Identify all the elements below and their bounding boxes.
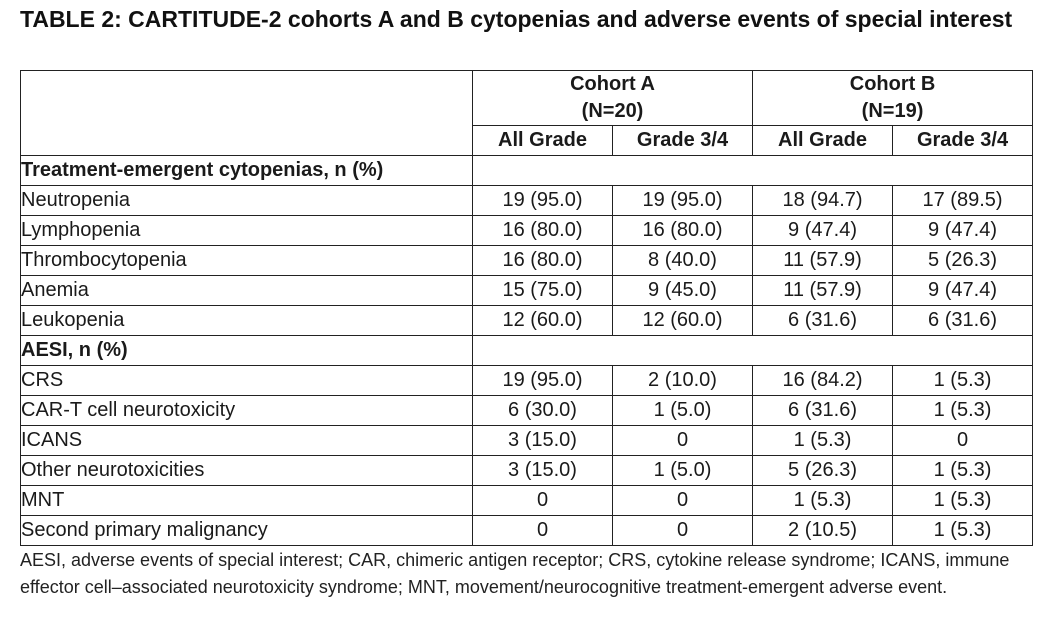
header-row-cohorts <box>21 71 1033 126</box>
grade-header: Grade 3/4 <box>893 126 1033 156</box>
row-label: MNT <box>21 486 473 516</box>
grade-header: All Grade <box>753 126 893 156</box>
row-label: Second primary malignancy <box>21 516 473 546</box>
section-header-row <box>21 156 1033 186</box>
section-label: Treatment-emergent cytopenias, n (%) <box>21 156 473 186</box>
row-label: Thrombocytopenia <box>21 246 473 276</box>
table-cell: 9 (45.0) <box>613 276 753 306</box>
table-cell: 2 (10.0) <box>613 366 753 396</box>
table-cell: 1 (5.3) <box>893 486 1033 516</box>
section-header-row <box>21 336 1033 366</box>
table-cell: 0 <box>613 516 753 546</box>
table-row <box>21 186 1033 216</box>
cohort-a-name: Cohort A <box>570 73 655 95</box>
table-cell: 19 (95.0) <box>473 186 613 216</box>
table-row <box>21 426 1033 456</box>
table-cell: 0 <box>473 486 613 516</box>
table-cell: 1 (5.3) <box>753 426 893 456</box>
grade-header: All Grade <box>473 126 613 156</box>
table-cell: 12 (60.0) <box>613 306 753 336</box>
table-row <box>21 366 1033 396</box>
table-cell: 0 <box>613 426 753 456</box>
section-blank <box>473 156 1033 186</box>
results-table <box>20 70 1033 546</box>
table-footnote: AESI, adverse events of special interest; CAR, chimeric antigen receptor; CRS, cytokine release syndrome; ICANS, immune effector cell–associated neurotoxicity syndrome; MNT, movement/neurocognitive treatment-emergent adverse event. <box>20 550 1010 597</box>
cohort-b-header <box>753 71 1033 126</box>
table-cell: 3 (15.0) <box>473 426 613 456</box>
section-blank <box>473 336 1033 366</box>
table-cell: 3 (15.0) <box>473 456 613 486</box>
table-cell: 0 <box>473 516 613 546</box>
table-row <box>21 486 1033 516</box>
table-cell: 0 <box>613 486 753 516</box>
row-label: Neutropenia <box>21 186 473 216</box>
cohort-b-name: Cohort B <box>849 73 936 95</box>
table-cell: 15 (75.0) <box>473 276 613 306</box>
table-cell: 0 <box>893 426 1033 456</box>
table-cell: 9 (47.4) <box>753 216 893 246</box>
table-cell: 12 (60.0) <box>473 306 613 336</box>
table-cell: 1 (5.3) <box>893 516 1033 546</box>
table-row <box>21 396 1033 426</box>
table-cell: 18 (94.7) <box>753 186 893 216</box>
row-label: Leukopenia <box>21 306 473 336</box>
table-cell: 9 (47.4) <box>893 216 1033 246</box>
table-row <box>21 246 1033 276</box>
row-label: Other neurotoxicities <box>21 456 473 486</box>
table-cell: 16 (80.0) <box>613 216 753 246</box>
table-row <box>21 306 1033 336</box>
table-cell: 1 (5.0) <box>613 456 753 486</box>
grade-header: Grade 3/4 <box>613 126 753 156</box>
table-cell: 1 (5.3) <box>893 366 1033 396</box>
table-cell: 5 (26.3) <box>753 456 893 486</box>
cohort-b-n: (N=19) <box>861 100 924 122</box>
table-cell: 16 (84.2) <box>753 366 893 396</box>
table-cell: 6 (31.6) <box>753 396 893 426</box>
table-cell: 16 (80.0) <box>473 246 613 276</box>
table-row <box>21 516 1033 546</box>
table-cell: 6 (30.0) <box>473 396 613 426</box>
table-cell: 1 (5.3) <box>893 396 1033 426</box>
table-cell: 6 (31.6) <box>893 306 1033 336</box>
section-label: AESI, n (%) <box>21 336 473 366</box>
table-cell: 1 (5.0) <box>613 396 753 426</box>
table-title: TABLE 2: CARTITUDE-2 cohorts A and B cytopenias and adverse events of special interest <box>20 6 1013 32</box>
table-cell: 19 (95.0) <box>473 366 613 396</box>
table-cell: 1 (5.3) <box>753 486 893 516</box>
row-label: Anemia <box>21 276 473 306</box>
table-cell: 1 (5.3) <box>893 456 1033 486</box>
table-row <box>21 276 1033 306</box>
table-cell: 2 (10.5) <box>753 516 893 546</box>
header-blank-cell <box>21 71 473 156</box>
row-label: ICANS <box>21 426 473 456</box>
table-cell: 8 (40.0) <box>613 246 753 276</box>
table-cell: 5 (26.3) <box>893 246 1033 276</box>
table-cell: 11 (57.9) <box>753 276 893 306</box>
table-row <box>21 216 1033 246</box>
table-cell: 16 (80.0) <box>473 216 613 246</box>
table-cell: 19 (95.0) <box>613 186 753 216</box>
cohort-a-header <box>473 71 753 126</box>
row-label: CAR-T cell neurotoxicity <box>21 396 473 426</box>
table-cell: 17 (89.5) <box>893 186 1033 216</box>
cohort-a-n: (N=20) <box>581 100 644 122</box>
table-row <box>21 456 1033 486</box>
row-label: Lymphopenia <box>21 216 473 246</box>
row-label: CRS <box>21 366 473 396</box>
table-cell: 6 (31.6) <box>753 306 893 336</box>
table-cell: 11 (57.9) <box>753 246 893 276</box>
table-cell: 9 (47.4) <box>893 276 1033 306</box>
